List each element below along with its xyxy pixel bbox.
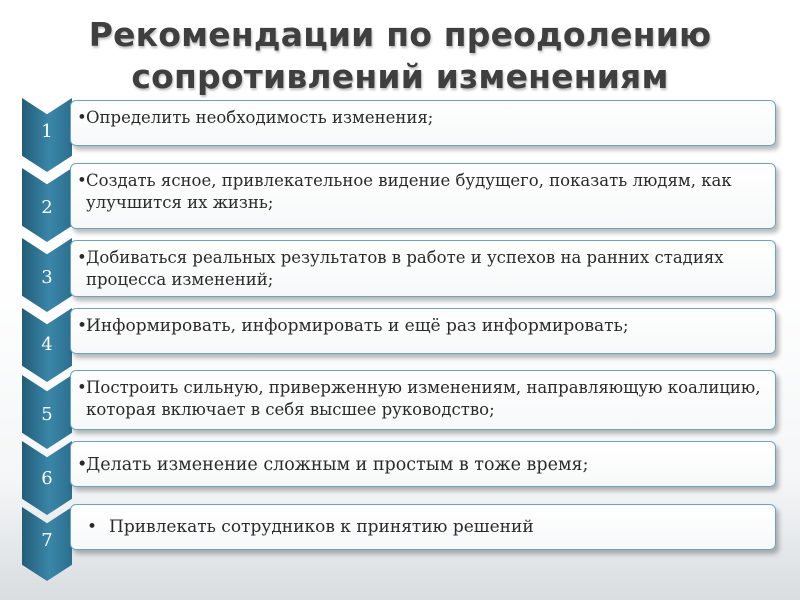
step-text: Делать изменение сложным и простым в тоже время; <box>86 455 589 475</box>
step-number: 4 <box>41 334 53 355</box>
slide-title-line-2: сопротивлений изменениям <box>131 57 669 96</box>
step-text: Построить сильную, приверженную изменениям, направляющую коалицию, которая включает в себя высшее руководство; <box>86 378 761 419</box>
step-number: 6 <box>41 468 53 489</box>
step-number: 3 <box>41 267 53 288</box>
step-number: 5 <box>41 404 53 425</box>
step-card <box>70 504 776 550</box>
bullet-icon: • <box>77 378 87 397</box>
step-number: 7 <box>41 530 53 551</box>
step-text: Создать ясное, привлекательное видение будущего, показать людям, как улучшится их жизнь; <box>86 171 732 212</box>
step-card <box>70 240 776 297</box>
step-number: 1 <box>41 121 53 142</box>
bullet-icon: • <box>77 455 88 475</box>
step-text: Добиваться реальных результатов в работе и успехов на ранних стадиях процесса изменений; <box>86 248 724 289</box>
slide-title-line-1: Рекомендации по преодолению <box>88 15 712 54</box>
step-card <box>70 100 776 146</box>
step-text: Привлекать сотрудников к принятию решений <box>109 517 534 537</box>
bullet-icon: • <box>77 248 87 267</box>
step-card <box>70 370 776 430</box>
step-number: 2 <box>41 197 53 218</box>
step-text: Определить необходимость изменения; <box>86 108 434 127</box>
step-card <box>70 308 776 354</box>
bullet-icon: • <box>77 316 88 336</box>
step-text: Информировать, информировать и ещё раз информировать; <box>86 316 629 336</box>
bullet-icon: • <box>77 108 87 127</box>
step-card <box>70 163 776 229</box>
bullet-icon: • <box>77 171 87 190</box>
bullet-icon: • <box>87 517 98 537</box>
step-card <box>70 441 776 487</box>
